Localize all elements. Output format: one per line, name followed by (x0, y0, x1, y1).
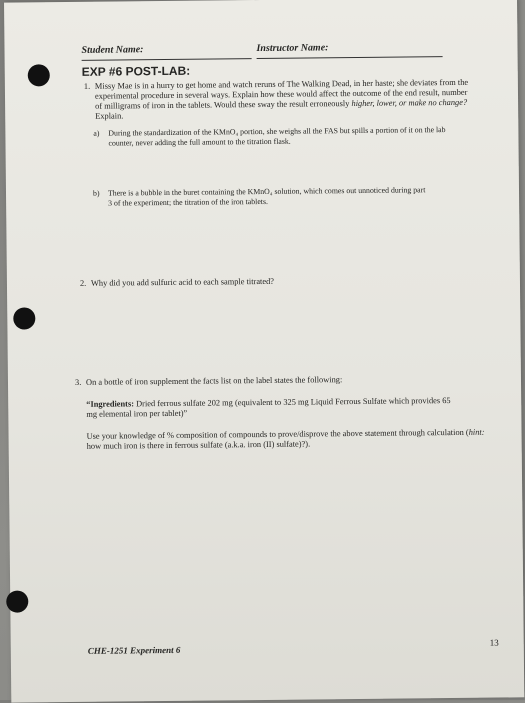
question-1b-label: b) (92, 188, 100, 198)
hint-label: hint: (468, 427, 485, 437)
question-1a-text: During the standardization of the KMnO₄ portion, she weighs all the FAS but spills a portion of it on the lab counter, never adding the full amount to the titration flask. (108, 125, 446, 148)
page-number: 13 (489, 637, 499, 648)
student-name-label: Student Name: (81, 44, 144, 56)
question-1b-text: There is a bubble in the buret containing the KMnO₄ solution, which comes out unnoticed during part 3 of the experiment; the titration of the iron tablets. (107, 185, 426, 208)
question-2 (79, 275, 451, 289)
question-2-text: Why did you add sulfuric acid to each sample titrated? (90, 276, 275, 288)
worksheet-page (4, 0, 524, 703)
binder-hole-bottom (6, 590, 28, 612)
question-1a (93, 125, 460, 148)
instructor-name-label: Instructor Name: (256, 42, 329, 55)
question-3-number: 3. (74, 377, 82, 387)
question-1 (83, 77, 475, 122)
question-3-ingredients (86, 396, 456, 420)
question-2-number: 2. (79, 278, 87, 288)
binder-hole-middle (13, 307, 35, 329)
instructor-name-line (257, 56, 443, 59)
ingredients-text: Dried ferrous sulfate 202 mg (equivalent to 325 mg Liquid Ferrous Sulfate which provides 65 mg elemental iron per tablet)” (86, 396, 451, 419)
course-footer: CHE-1251 Experiment 6 (87, 644, 181, 656)
question-3-instruction (87, 428, 497, 452)
instruction-text: Use your knowledge of % composition of compounds to prove/disprove the above statement through calculation ( (86, 427, 469, 441)
binder-hole-top (28, 64, 50, 86)
question-1-text: Missy Mae is in a hurry to get home and watch reruns of The Walking Dead, in her haste; she deviates from the experimental procedure in several ways. Explain how these would affect the outcome of the end result, number of milligrams of iron in the tablets. Would these sway the result erroneously higher, lower, or make no change? Explain. (94, 77, 469, 121)
question-1a-label: a) (93, 128, 100, 138)
question-3-text: On a bottle of iron supplement the facts list on the label states the following: (85, 375, 343, 387)
question-1b (92, 185, 430, 208)
page-title: EXP #6 POST-LAB: (81, 63, 191, 79)
question-3 (74, 374, 486, 388)
ingredients-label: “Ingredients: (86, 399, 135, 409)
student-name-line (82, 58, 252, 61)
question-1-emphasis: higher, lower, or make no change? (351, 97, 468, 109)
question-1-number: 1. (83, 81, 91, 91)
hint-text: how much iron is there in ferrous sulfate (a.k.a. iron (II) sulfate)?). (86, 439, 311, 451)
